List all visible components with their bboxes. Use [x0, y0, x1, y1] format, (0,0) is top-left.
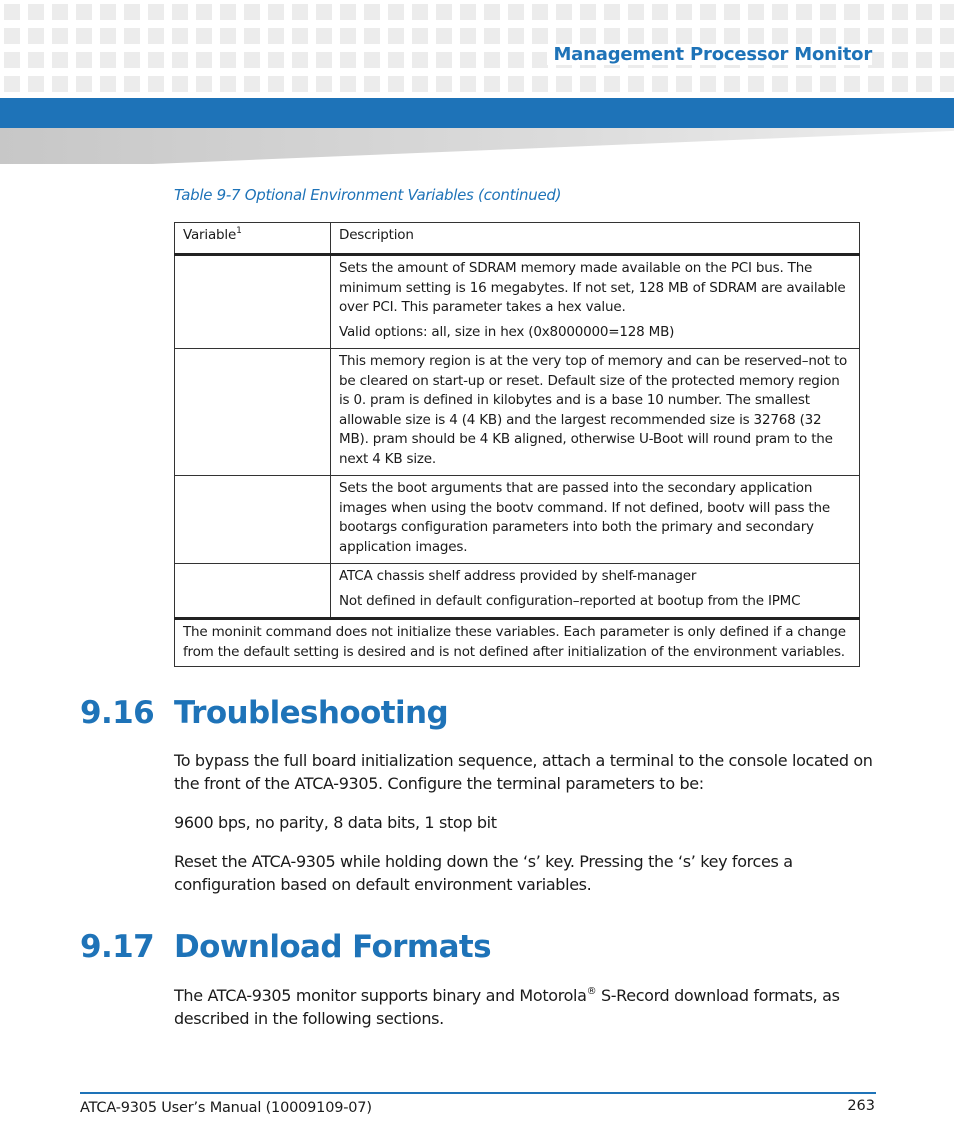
header-dot — [700, 4, 716, 20]
description-cell — [331, 476, 860, 564]
header-dot — [436, 76, 452, 92]
header-dot — [124, 76, 140, 92]
header-dot — [388, 76, 404, 92]
header-dot — [148, 28, 164, 44]
description-text: Sets the amount of SDRAM memory made available on the PCI bus. The minimum setting is 16 megabytes. If not set, 128 MB of SDRAM are available over PCI. This parameter takes a hex value. — [339, 260, 846, 315]
section-number: 9.17 — [80, 929, 155, 965]
header-dot — [172, 76, 188, 92]
header-dot — [28, 52, 44, 68]
header-dot — [172, 52, 188, 68]
table-header-row — [175, 223, 860, 255]
header-dot — [676, 28, 692, 44]
description-cell — [331, 349, 860, 476]
header-dot — [580, 28, 596, 44]
header-dot — [412, 4, 428, 20]
header-dot — [916, 28, 932, 44]
header-dot — [196, 28, 212, 44]
footer-manual-title: ATCA-9305 User’s Manual (10009109-07) — [80, 1100, 372, 1116]
footer-rule — [80, 1092, 876, 1094]
header-dot — [724, 28, 740, 44]
header-dot — [940, 4, 954, 20]
header-dot — [124, 28, 140, 44]
header-dot — [388, 4, 404, 20]
header-dot — [892, 52, 908, 68]
header-dot — [580, 4, 596, 20]
header-dot — [28, 28, 44, 44]
table-row — [175, 255, 860, 349]
header-dot — [532, 52, 548, 68]
header-dot — [796, 4, 812, 20]
header-dot — [556, 28, 572, 44]
header-dot — [220, 52, 236, 68]
header-dot — [364, 52, 380, 68]
header-dot — [844, 76, 860, 92]
header-dot — [316, 4, 332, 20]
section-heading-download-formats — [80, 929, 491, 965]
header-dot — [28, 4, 44, 20]
header-dot — [316, 76, 332, 92]
header-variable-label: Variable — [183, 227, 237, 243]
header-dot — [196, 52, 212, 68]
header-dot — [172, 4, 188, 20]
header-dot — [484, 76, 500, 92]
header-dot — [460, 4, 476, 20]
header-dot — [532, 4, 548, 20]
header-dot — [844, 28, 860, 44]
header-dot — [148, 52, 164, 68]
troubleshooting-paragraph: To bypass the full board initialization sequence, attach a terminal to the console located on the front of the ATCA-9305. Configure the terminal parameters to be: — [174, 751, 873, 793]
header-dot — [604, 4, 620, 20]
header-dot — [892, 28, 908, 44]
header-dot — [4, 76, 20, 92]
variable-cell — [175, 255, 331, 349]
header-dot — [580, 76, 596, 92]
header-dot — [292, 28, 308, 44]
header-dot — [532, 28, 548, 44]
reset-paragraph: Reset the ATCA-9305 while holding down the ‘s’ key. Pressing the ‘s’ key forces a configuration based on default environment variables. — [174, 852, 793, 894]
header-dot — [52, 28, 68, 44]
table-caption: Table 9-7 Optional Environment Variables (continued) — [174, 186, 562, 204]
header-dot — [100, 76, 116, 92]
header-dot — [340, 28, 356, 44]
header-dot — [724, 76, 740, 92]
header-dot — [364, 28, 380, 44]
header-dot — [148, 76, 164, 92]
header-dot — [124, 52, 140, 68]
description-cell — [331, 255, 860, 349]
header-dot — [508, 76, 524, 92]
header-dot — [916, 52, 932, 68]
section-heading-troubleshooting — [80, 695, 448, 731]
header-dot — [76, 76, 92, 92]
header-dot — [772, 4, 788, 20]
header-dot — [892, 4, 908, 20]
header-dot — [220, 4, 236, 20]
header-dot — [268, 52, 284, 68]
header-dot — [940, 28, 954, 44]
header-dot — [700, 28, 716, 44]
header-dot — [28, 76, 44, 92]
header-dot — [100, 28, 116, 44]
header-dot — [76, 4, 92, 20]
header-dot — [244, 28, 260, 44]
header-dot — [220, 76, 236, 92]
header-dot — [676, 4, 692, 20]
header-dot — [628, 4, 644, 20]
section-title: Troubleshooting — [174, 695, 449, 731]
environment-variables-table — [174, 222, 860, 667]
header-dot — [508, 4, 524, 20]
header-dot — [196, 76, 212, 92]
header-dot — [436, 4, 452, 20]
variable-cell — [175, 349, 331, 476]
header-dot — [196, 4, 212, 20]
header-dot — [436, 52, 452, 68]
header-grey-band — [0, 128, 954, 164]
header-dot — [820, 76, 836, 92]
header-dot — [340, 52, 356, 68]
paragraph-text: S-Record download formats, as described in the following sections. — [174, 986, 840, 1028]
header-dot — [268, 28, 284, 44]
header-dot — [148, 4, 164, 20]
header-dot — [316, 52, 332, 68]
section-title: Download Formats — [174, 929, 491, 965]
header-dot — [556, 4, 572, 20]
header-dot — [748, 4, 764, 20]
header-dot — [868, 28, 884, 44]
header-dot — [748, 76, 764, 92]
header-dot — [652, 4, 668, 20]
description-text: Valid options: all, size in hex (0x8000000=128 MB) — [339, 323, 675, 340]
header-dot — [556, 76, 572, 92]
header-dot — [4, 28, 20, 44]
header-dot — [484, 28, 500, 44]
header-dot — [412, 76, 428, 92]
header-dot — [4, 52, 20, 68]
header-dot — [268, 76, 284, 92]
header-dot — [388, 52, 404, 68]
header-dot — [220, 28, 236, 44]
table-footnote-row — [175, 619, 860, 667]
description-cell — [331, 564, 860, 619]
header-dot — [844, 4, 860, 20]
table-row — [175, 476, 860, 564]
header-section-title: Management Processor Monitor — [547, 44, 872, 65]
table-row — [175, 564, 860, 619]
header-dot — [364, 76, 380, 92]
header-dot — [604, 76, 620, 92]
header-dot — [460, 52, 476, 68]
header-dot — [292, 76, 308, 92]
header-dot — [436, 28, 452, 44]
header-dot — [652, 76, 668, 92]
header-dot — [700, 76, 716, 92]
header-dot — [772, 76, 788, 92]
description-text: ATCA chassis shelf address provided by shelf-manager — [339, 568, 697, 584]
header-dot — [892, 76, 908, 92]
header-dot — [52, 76, 68, 92]
header-dot — [460, 28, 476, 44]
header-dot — [412, 52, 428, 68]
header-dot — [604, 28, 620, 44]
header-dot — [484, 4, 500, 20]
header-dot — [124, 4, 140, 20]
header-dot — [52, 4, 68, 20]
header-dot — [244, 52, 260, 68]
section-number: 9.16 — [80, 695, 155, 731]
header-dot — [796, 76, 812, 92]
header-dot — [76, 52, 92, 68]
download-formats-paragraph — [174, 984, 880, 1030]
header-dot — [916, 76, 932, 92]
description-text: This memory region is at the very top of memory and can be reserved–not to be cleared on start-up or reset. Default size of the protected memory region is 0. pram is defined in kilobytes and is a base 10 number. The smallest allowable size is 4 (4 KB) and the largest recommended size is 32768 (32 MB). pram should be 4 KB aligned, otherwise U-Boot will round pram to the next 4 KB size. — [339, 353, 848, 467]
registered-mark: ® — [586, 986, 597, 997]
header-dot — [820, 4, 836, 20]
header-dot — [292, 4, 308, 20]
header-dot — [388, 28, 404, 44]
header-dot — [652, 28, 668, 44]
header-dot — [292, 52, 308, 68]
header-dot — [100, 4, 116, 20]
header-variable-footnote-mark: 1 — [236, 226, 242, 236]
header-dot — [916, 4, 932, 20]
header-description: Description — [331, 223, 860, 255]
description-text: Not defined in default configuration–reported at bootup from the IPMC — [339, 592, 801, 609]
header-dot — [364, 4, 380, 20]
variable-cell — [175, 476, 331, 564]
header-dot — [940, 52, 954, 68]
header-dot — [940, 76, 954, 92]
paragraph-text: The ATCA-9305 monitor supports binary and Motorola — [174, 986, 587, 1005]
table-footnote: The moninit command does not initialize these variables. Each parameter is only defined if a change from the default setting is desired and is not defined after initialization of the environment variables. — [175, 619, 860, 667]
table-row — [175, 349, 860, 476]
header-dot — [316, 28, 332, 44]
terminal-settings-paragraph: 9600 bps, no parity, 8 data bits, 1 stop bit — [174, 813, 497, 832]
header-variable — [175, 223, 331, 255]
page-number: 263 — [847, 1098, 875, 1114]
header-dot — [628, 28, 644, 44]
header-dot — [484, 52, 500, 68]
header-dot — [172, 28, 188, 44]
header-dot — [100, 52, 116, 68]
description-text: Sets the boot arguments that are passed into the secondary application images when using the bootv command. If not defined, bootv will pass the bootargs configuration parameters into both the primary and secondary application images. — [339, 480, 830, 555]
header-dot — [820, 28, 836, 44]
header-dot — [340, 4, 356, 20]
variable-cell — [175, 564, 331, 619]
header-dot — [76, 28, 92, 44]
header-dot — [772, 28, 788, 44]
header-dot — [532, 76, 548, 92]
header-dot — [868, 76, 884, 92]
header-dot — [4, 4, 20, 20]
header-dot — [868, 4, 884, 20]
header-dot — [676, 76, 692, 92]
header-dot — [724, 4, 740, 20]
header-dot — [268, 4, 284, 20]
header-dot — [244, 76, 260, 92]
header-dot — [244, 4, 260, 20]
header-dot — [340, 76, 356, 92]
header-blue-band — [0, 98, 954, 128]
header-dot — [508, 28, 524, 44]
header-dot — [460, 76, 476, 92]
header-dot — [412, 28, 428, 44]
header-dot — [628, 76, 644, 92]
header-dot — [748, 28, 764, 44]
header-dot — [52, 52, 68, 68]
header-dot — [508, 52, 524, 68]
header-dot — [796, 28, 812, 44]
